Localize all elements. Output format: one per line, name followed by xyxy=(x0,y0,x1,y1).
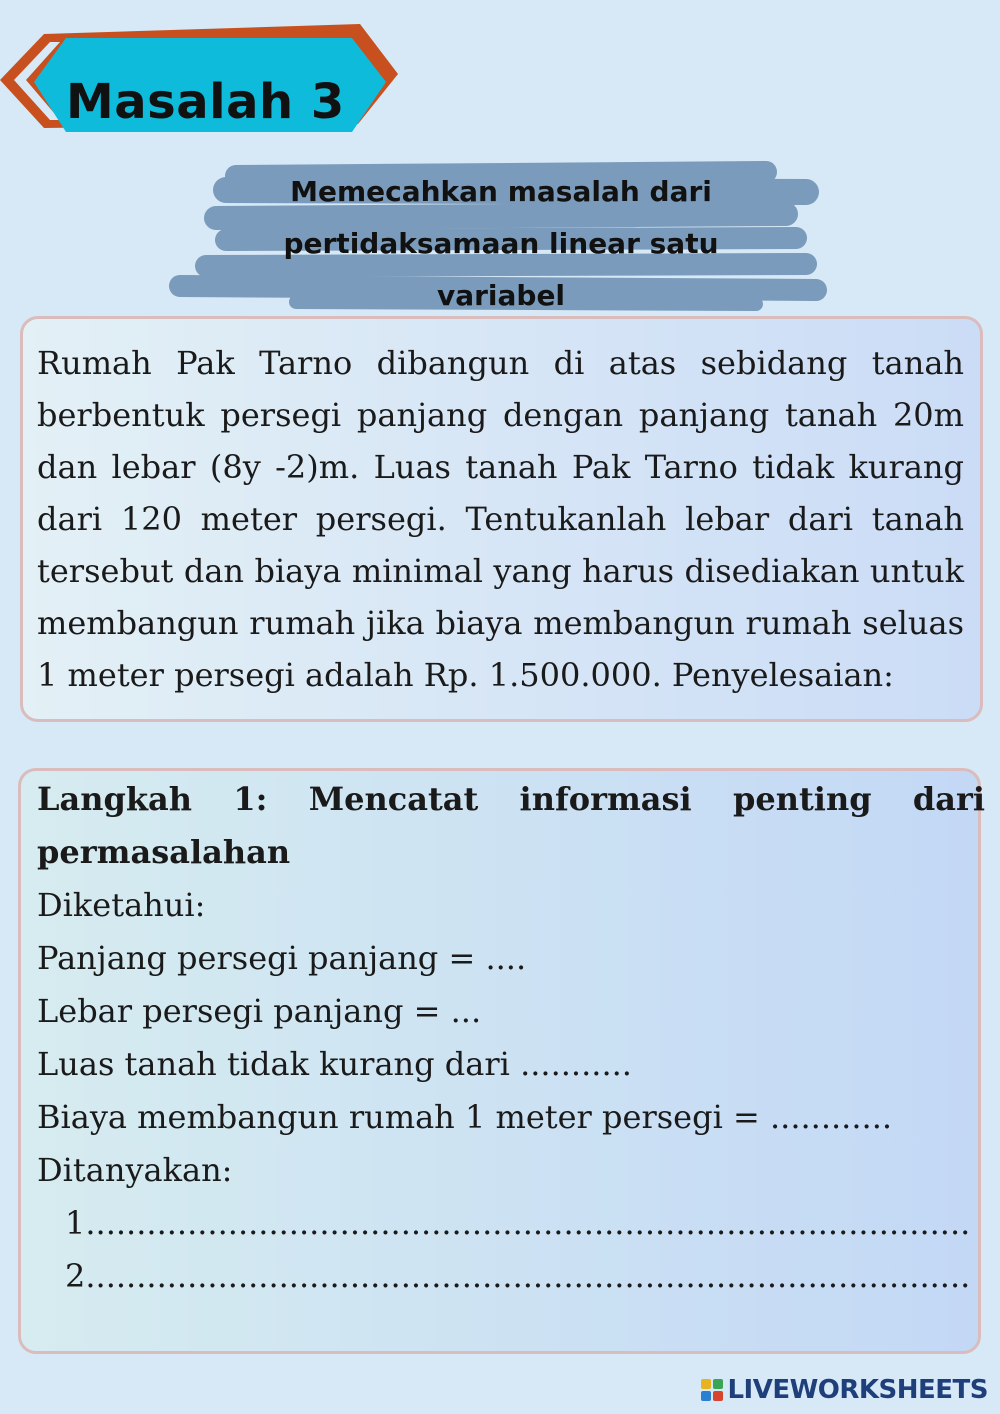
subtitle-line-3: variabel xyxy=(436,279,566,312)
step1-heading-cont: permasalahan xyxy=(37,833,291,871)
subtitle-line-1: Memecahkan masalah dari xyxy=(290,175,712,208)
page-title: Masalah 3 xyxy=(66,74,345,130)
logo-text: LIVEWORKSHEETS xyxy=(727,1375,988,1405)
known-length: Panjang persegi panjang = .... xyxy=(37,939,527,977)
known-area: Luas tanah tidak kurang dari ........... xyxy=(37,1045,632,1083)
asked-item-2: 2....................................................................................... xyxy=(65,1257,971,1295)
step1-box xyxy=(18,768,985,1354)
subtitle-line-2: pertidaksamaan linear satu xyxy=(283,227,719,260)
asked-label: Ditanyakan: xyxy=(37,1151,233,1189)
known-width: Lebar persegi panjang = ... xyxy=(37,992,482,1030)
liveworksheets-grid-icon xyxy=(701,1379,723,1401)
header-banner xyxy=(0,24,410,136)
known-label: Diketahui: xyxy=(37,886,206,924)
subtitle-text xyxy=(166,166,836,322)
asked-item-1: 1....................................................................................... xyxy=(65,1204,971,1242)
liveworksheets-logo[interactable] xyxy=(701,1376,988,1404)
known-cost: Biaya membangun rumah 1 meter persegi = ............ xyxy=(37,1098,893,1136)
step1-heading: Langkah 1: Mencatat informasi penting dari xyxy=(37,780,985,818)
subtitle-banner xyxy=(166,160,836,318)
problem-box xyxy=(20,316,983,722)
problem-text: Rumah Pak Tarno dibangun di atas sebidang tanah berbentuk persegi panjang dengan panjang tanah 20m dan lebar (8y -2)m. Luas tanah Pak Tarno tidak kurang dari 120 meter persegi. Tentukanlah lebar dari tanah tersebut dan biaya minimal yang harus disediakan untuk membangun rumah jika biaya membangun rumah seluas 1 meter persegi adalah Rp. 1.500.000. Penyelesaian: xyxy=(37,344,964,694)
